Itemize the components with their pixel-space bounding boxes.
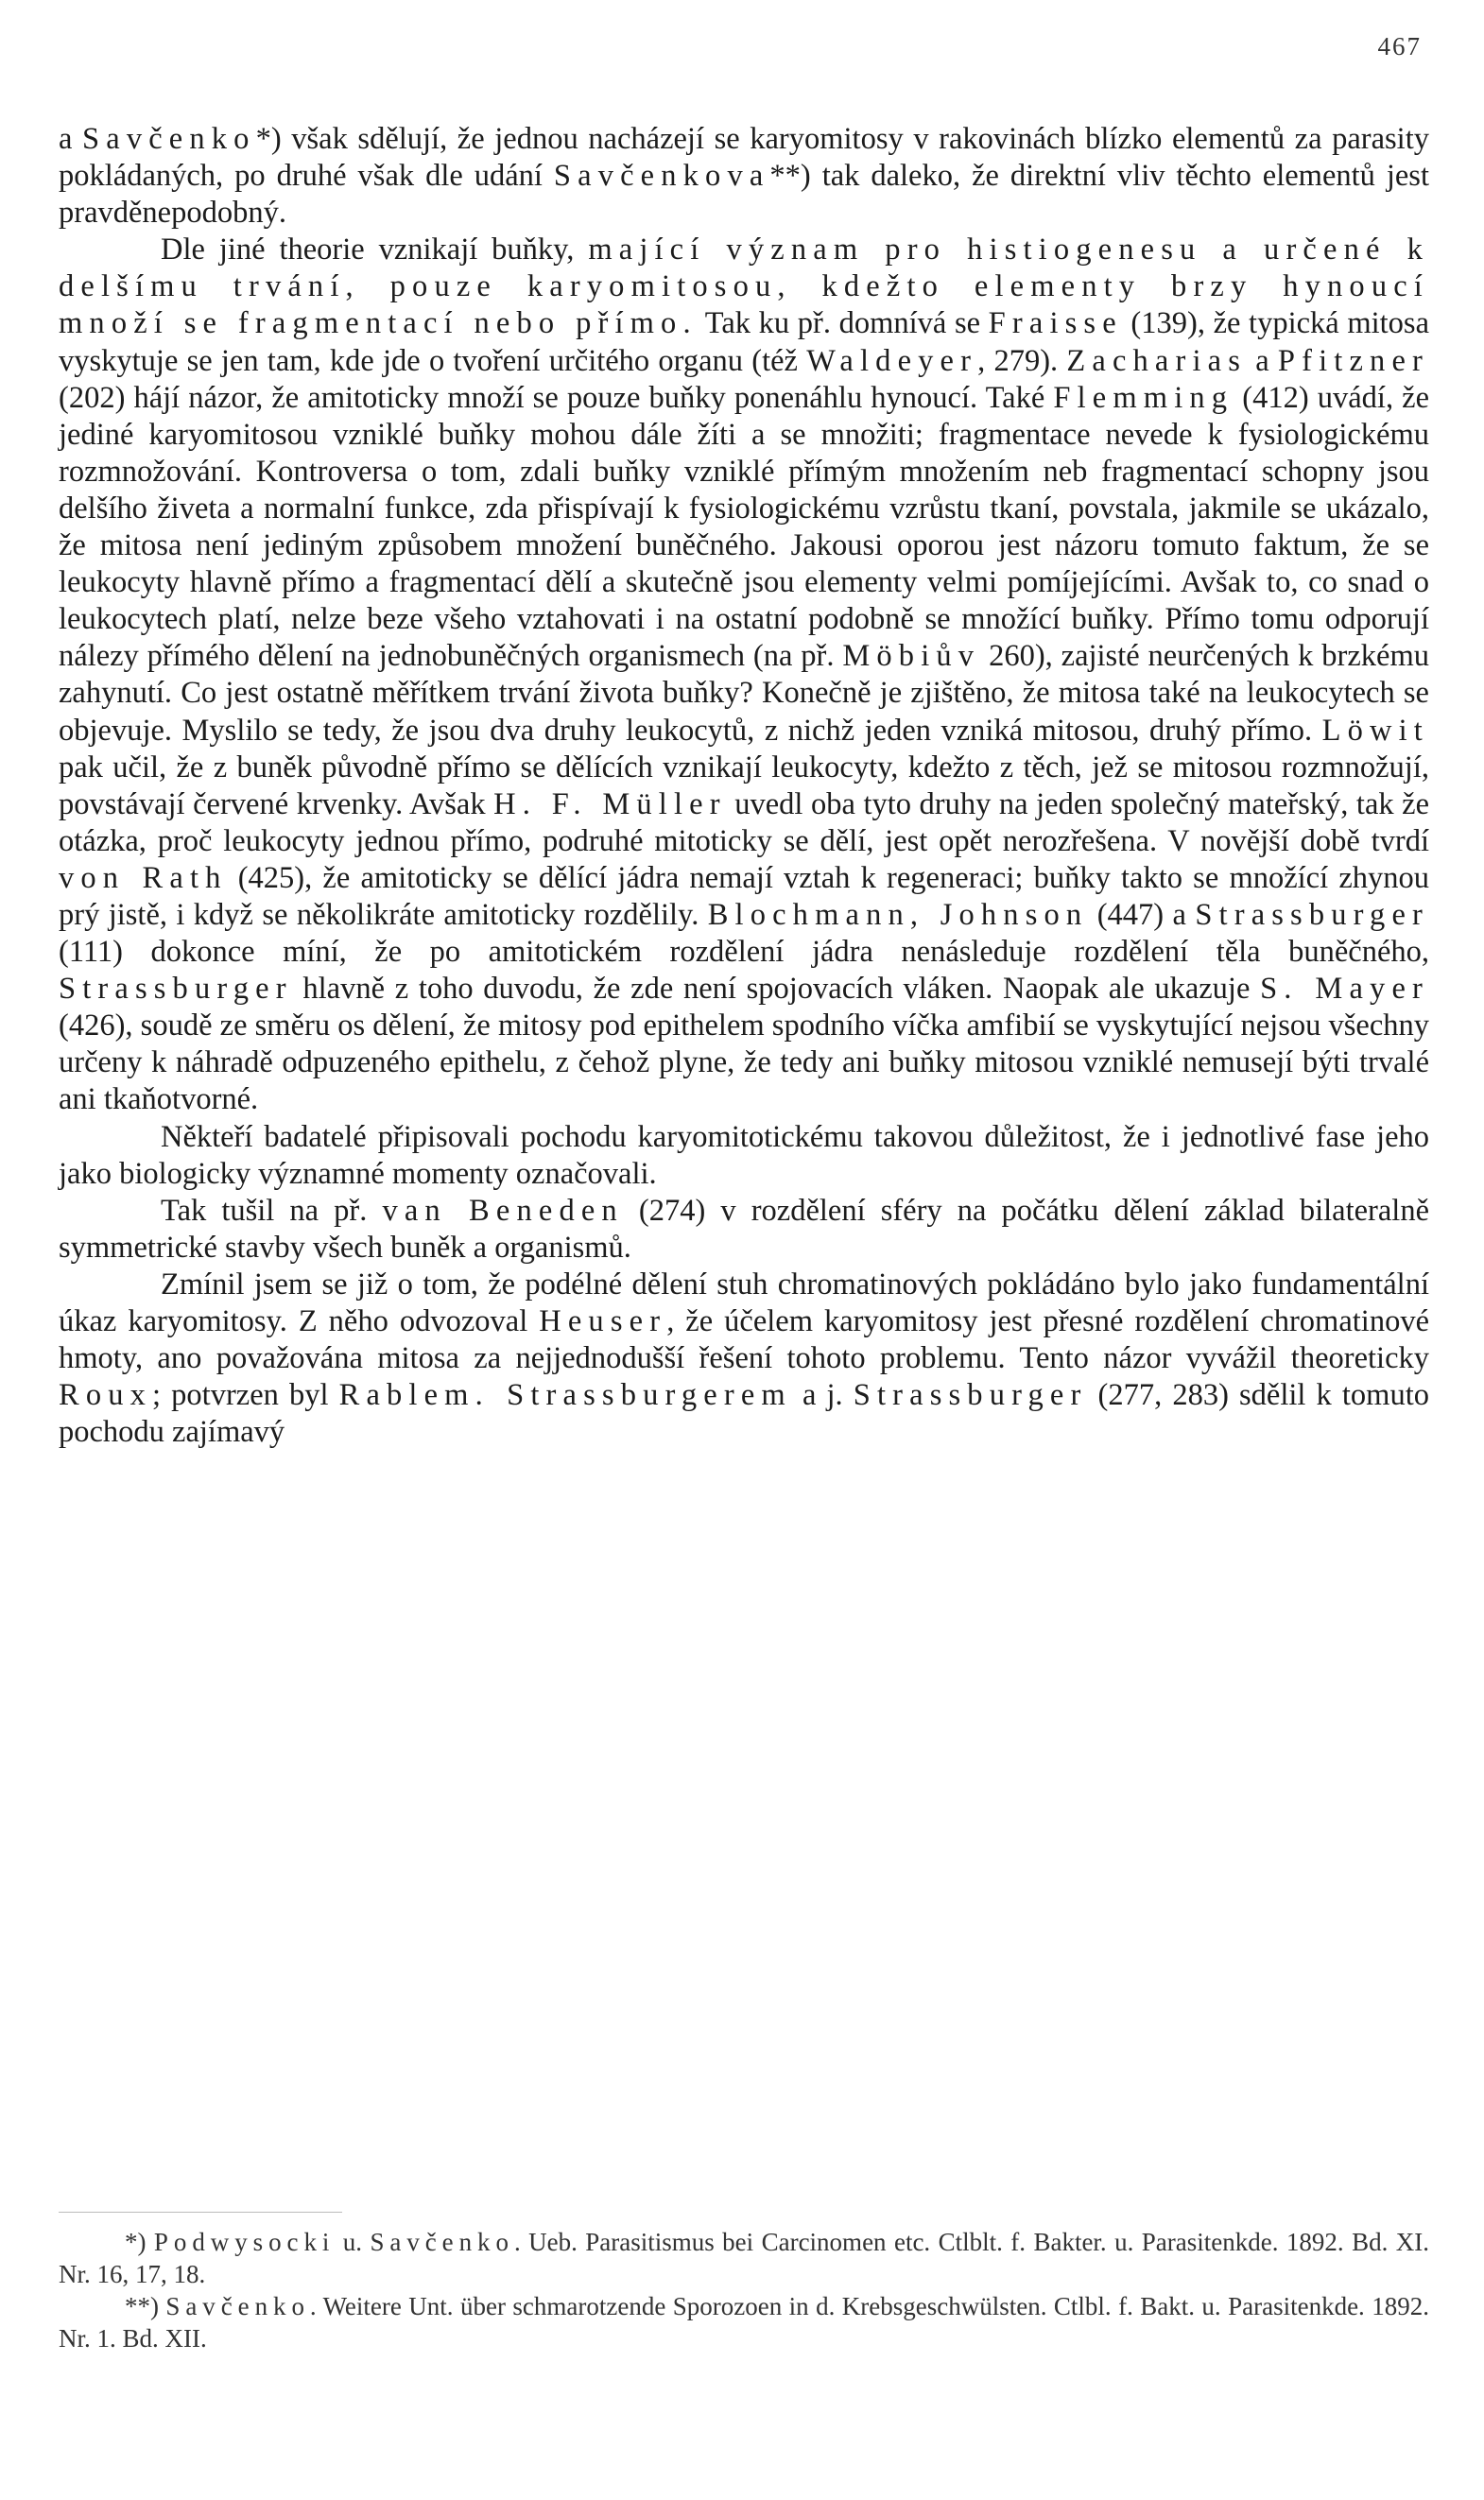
text-run: (274) v rozdělení sféry na počátku dělení základ bilateralně symmetrické stavby všech buněk a organismů. [59,1193,1430,1265]
spaced-name: von Rath [59,860,228,895]
footnote-divider [59,2212,342,2213]
text-run: Tak ku př. domnívá se [697,306,989,341]
footnote-2 [59,2290,1429,2354]
spaced-name: Möbiův [842,639,981,674]
text-run: Zmínil jsem se již o tom, že podélné dělení stuh chromatinových pokládáno bylo jako fundamentální úkaz karyomitosy. Z něho odvozoval [59,1267,1429,1338]
spaced-name: Blochmann, Johnson [707,897,1089,932]
footnotes [59,2226,1429,2354]
spaced-name: mající význam pro histiogenesu a určené k delšímu trvání, pouze karyomitosou, kdežto elementy brzy hynoucí množí se fragmentací nebo přímo. [59,233,1429,341]
text-run: u. [335,2228,371,2256]
text-run: Tak tušil na př. [161,1193,383,1228]
text-run: (425), že amitoticky se dělící jádra nemají vztah k regeneraci; buňky takto se množící zhynou prý jistě, i když se několikráte amitoticky rozdělily. [59,860,1429,932]
text-run: **) tak daleko, že direktní vliv těchto elementů jest pravděnepodobný. [59,159,1429,231]
spaced-name: Pfitzner [1277,343,1429,378]
text-run: a j. [791,1378,854,1413]
text-run: (426), soudě ze směru os dělení, že mitosy pod epithelem spodního víčka amfibií se vyskytující nejsou všechny určeny k náhradě odpuzeného epithelu, z čehož plyne, že tedy ani buňky mitosou vzniklé nemusejí býti trvalé ani tkaňotvorné. [59,1009,1429,1117]
text-run: (139), že typická mitosa vyskytuje se jen tam, kde jde o tvoření určitého organu (též [59,306,1429,378]
spaced-name: H. F. Müller [493,786,727,821]
text-run: 260), zajisté neurčených k brzkému zahynutí. Co jest ostatně měřítkem trvání života buňky? Konečně je zjištěno, že mitosa také na leukocytech se objevuje. Myslilo se tedy, že jsou dva druhy leukocytů, z nichž jeden vzniká mitosou, druhý přímo. [59,639,1430,748]
spaced-name: Heuser [539,1304,667,1338]
text-run: uvedl oba tyto druhy na jeden společný mateřský, tak že otázka, proč leukocyty jednou přímo, podruhé mitoticky se dělí, jest opět nerozřešena. V novější době tvrdí [59,786,1430,858]
text-run: **) [125,2292,166,2320]
spaced-name: Löwit [1321,713,1429,748]
spaced-name: Strassburger [1195,897,1429,932]
page-number: 467 [1377,32,1422,60]
spaced-name: Savčenko [370,2228,514,2256]
spaced-name: van Beneden [382,1193,624,1228]
paragraph-5 [59,1267,1429,1451]
text-run: *) [125,2228,154,2256]
text-run: (447) a [1088,897,1196,932]
spaced-name: Zacharias [1066,343,1248,378]
text-run: (412) uvádí, že jediné karyomitosou vzniklé buňky mohou dále žíti a se množiti; fragmentace nevede k fysiologickému rozmnožování. Kontroversa o tom, zdali buňky vzniklé přímým množením neb fragmentací schopny jsou delšího živeta a normalní funkce, zda přispívají k fysiologickému vzrůstu tkaní, povstala, jakmile se ukázalo, že mitosa není jediným způsobem množení buněčného. Jakousi oporou jest názoru tomuto faktum, že se leukocyty hlavně přímo a fragmentací dělí a skutečně jsou elementy velmi pomíjejícími. Avšak to, co snad o leukocytech platí, nelze beze všeho vztahovati i na ostatní podobně se množící buňky. Přímo tomu odporují nálezy přímého dělení na jednobuněčných organismech (na př. [59,380,1430,674]
text-run: a [59,122,83,156]
text-run: (277, 283) sdělil k tomuto pochodu zajímavý [59,1378,1429,1450]
text-run: . Ueb. Parasitismus bei Carcinomen etc. Ctlblt. f. Bakter. u. Parasitenkde. 1892. Bd. XI. Nr. 16, 17, 18. [59,2228,1429,2288]
spaced-name: Strassburger [59,972,293,1007]
text-run: ; potvrzen byl [152,1378,339,1413]
text-run: (111) dokonce míní, že po amitotickém rozdělení jádra nenásleduje rozdělení těla buněčného, [59,935,1429,970]
text-run: a [1247,343,1278,378]
text-run: hlavně z toho duvodu, že zde není spojovacích vláken. Naopak ale ukazuje [292,972,1261,1007]
spaced-name: Flemming [1053,380,1234,415]
footnote-1 [59,2226,1429,2290]
spaced-name: Waldeyer [806,343,978,378]
paragraph-1 [59,121,1429,232]
text-run: pak učil, že z buněk původně přímo se dělících vznikají leukocyty, kdežto z těch, jež se mitosou rozmnožují, povstávají červené krvenky. Avšak [59,750,1429,821]
text-run: *) však sdělují, že jednou nacházejí se karyomitosy v rakovinách blízko elementů za parasity pokládaných, po druhé však dle udání [59,122,1429,194]
text-run: , že účelem karyomitosy jest přesné rozdělení chromatinové hmoty, ano považována mitosa za nejjednodušší řešení tohoto problemu. Tento názor vyvážil theoreticky [59,1304,1429,1376]
spaced-name: Savčenkova [553,159,770,194]
spaced-name: Strassburger [853,1378,1088,1413]
paragraph-4 [59,1193,1429,1267]
text-run: Někteří badatelé připisovali pochodu karyomitotickému takovou důležitost, že i jednotlivé fase jeho jako biologicky významné momenty označovali. [59,1119,1429,1191]
spaced-name: Roux [59,1378,153,1413]
spaced-name: Savčenko [165,2292,310,2320]
text-run: . Weitere Unt. über schmarotzende Sporozoen in d. Krebsgeschwülsten. Ctlbl. f. Bakt. u. Parasitenkde. 1892. Nr. 1. Bd. XII. [59,2292,1429,2353]
paragraph-3 [59,1119,1429,1193]
spaced-name: S. Mayer [1260,972,1429,1007]
spaced-name: Rablem. Strassburgerem [338,1378,792,1413]
text-run: Dle jiné theorie vznikají buňky, [161,233,589,267]
paragraph-2 [59,232,1429,1118]
text-run: (202) hájí názor, že amitoticky množí se pouze buňky ponenáhlu hynoucí. Také [59,380,1054,415]
spaced-name: Savčenko [82,122,256,156]
spaced-name: Fraisse [988,306,1123,341]
body-text [59,121,1429,1451]
spaced-name: Podwysocki [153,2228,336,2256]
text-run: , 279). [977,343,1067,378]
